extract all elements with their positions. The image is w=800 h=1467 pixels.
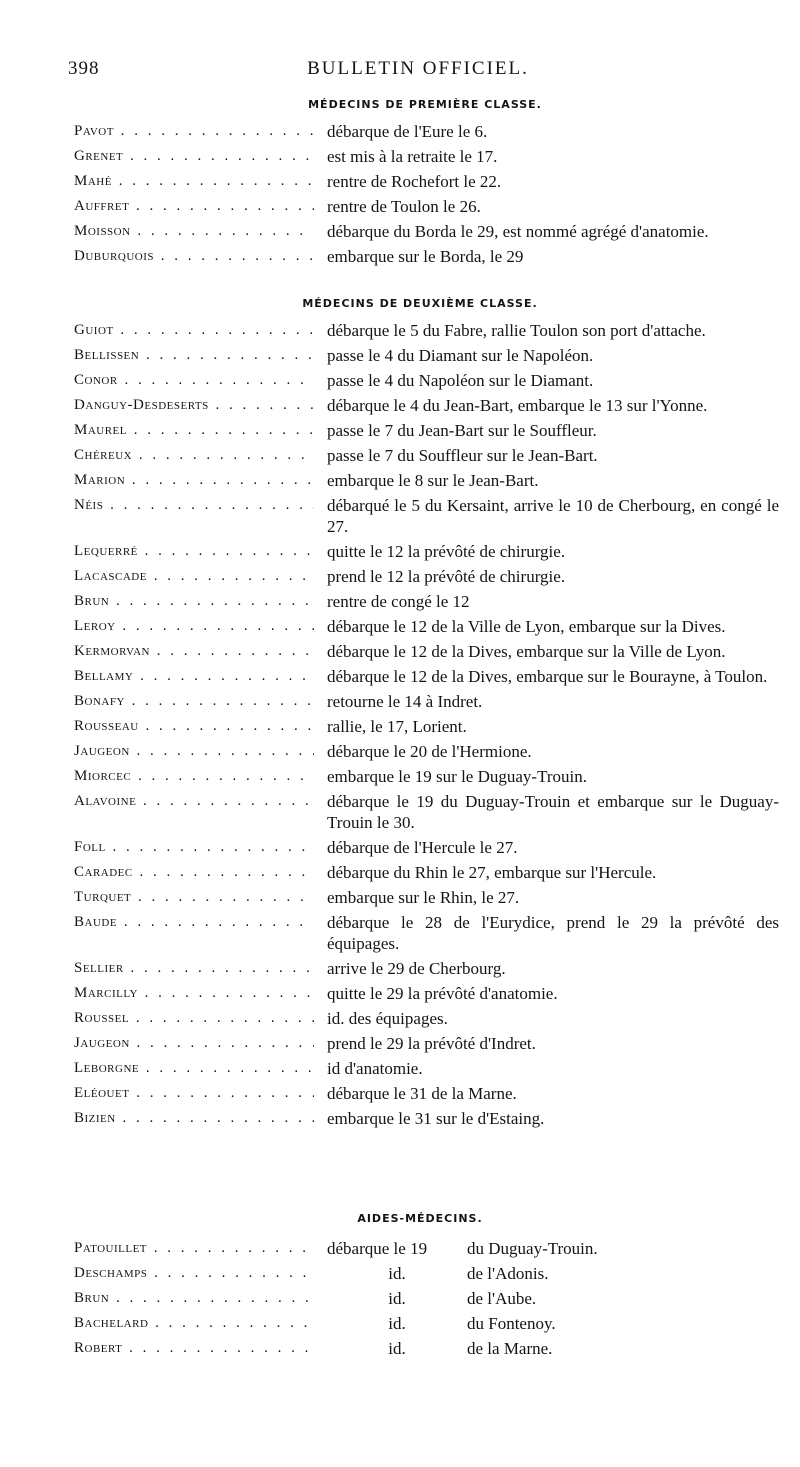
list-item — [74, 541, 779, 562]
entry-text: passe le 7 du Jean-Bart sur le Souffleur. — [327, 421, 597, 440]
list-item — [74, 495, 779, 537]
list-item — [74, 345, 779, 366]
list-item — [74, 616, 779, 637]
entry-name: Marcilly . . . — [74, 983, 314, 1004]
entry-name: Danguy-Desdeserts . . . — [74, 395, 314, 416]
entry-text: id. des équipages. — [327, 1009, 448, 1028]
list-item — [74, 445, 779, 466]
entry-text: embarque le 31 sur le d'Estaing. — [327, 1109, 545, 1128]
entry-text: débarque le 19 du Duguay-Trouin et embarque sur le Duguay-Trouin le 30. — [327, 792, 779, 832]
list-item — [74, 146, 779, 167]
list-item — [74, 716, 779, 737]
entry-name: Caradec . . . — [74, 862, 314, 883]
entry-action: id. — [388, 1314, 406, 1333]
entries-aides — [74, 1238, 779, 1363]
entry-text: débarque le 12 de la Dives, embarque sur le Bourayne, à Toulon. — [327, 667, 768, 686]
entry-name: Néis . . . — [74, 495, 314, 516]
entry-text: passe le 4 du Diamant sur le Napoléon. — [327, 346, 594, 365]
entry-name: Bellamy . . . — [74, 666, 314, 687]
entry-ship: du Fontenoy. — [467, 1314, 556, 1333]
list-item — [74, 1238, 779, 1259]
entry-action: id. — [388, 1289, 406, 1308]
entry-name: Sellier . . . — [74, 958, 314, 979]
list-item — [74, 1108, 779, 1129]
list-item — [74, 470, 779, 491]
list-item — [74, 666, 779, 687]
entry-text: débarque le 4 du Jean-Bart, embarque le 13 sur l'Yonne. — [327, 396, 708, 415]
entry-action: id. — [388, 1264, 406, 1283]
entry-name: Kermorvan . . . — [74, 641, 314, 662]
list-item — [74, 370, 779, 391]
list-item — [74, 246, 779, 267]
list-item — [74, 420, 779, 441]
entry-text: prend le 12 la prévôté de chirurgie. — [327, 567, 566, 586]
list-item — [74, 196, 779, 217]
entry-name: Auffret . . . — [74, 196, 314, 217]
list-item — [74, 641, 779, 662]
entry-name: Conor . . . — [74, 370, 314, 391]
entry-name: Robert . . . — [74, 1338, 314, 1359]
entry-name: Brun . . . — [74, 1288, 314, 1309]
entry-text: arrive le 29 de Cherbourg. — [327, 959, 506, 978]
entries-first-class — [74, 121, 779, 271]
entry-action: débarque le 19 — [327, 1239, 428, 1258]
entry-text: est mis à la retraite le 17. — [327, 147, 498, 166]
section-heading-second-class: MÉDECINS DE DEUXIÈME CLASSE. — [302, 297, 538, 310]
list-item — [74, 983, 779, 1004]
list-item — [74, 221, 779, 242]
entry-name: Patouillet . . . — [74, 1238, 314, 1259]
list-item — [74, 837, 779, 858]
list-item — [74, 1033, 779, 1054]
entry-name: Bonafy . . . — [74, 691, 314, 712]
entry-text: quitte le 29 la prévôté d'anatomie. — [327, 984, 558, 1003]
list-item — [74, 1313, 779, 1334]
entry-name: Marion . . . — [74, 470, 314, 491]
list-item — [74, 1058, 779, 1079]
list-item — [74, 320, 779, 341]
entry-name: Pavot . . . — [74, 121, 314, 142]
entry-name: Bachelard . . . — [74, 1313, 314, 1334]
list-item — [74, 1288, 779, 1309]
entry-text: prend le 29 la prévôté d'Indret. — [327, 1034, 536, 1053]
entry-name: Bellissen . . . — [74, 345, 314, 366]
entry-name: Duburquois . . . — [74, 246, 314, 267]
list-item — [74, 791, 779, 833]
list-item — [74, 1008, 779, 1029]
entries-second-class — [74, 320, 779, 1133]
entry-name: Moisson . . . — [74, 221, 314, 242]
entry-name: Eléouet . . . — [74, 1083, 314, 1104]
list-item — [74, 171, 779, 192]
entry-text: débarque du Rhin le 27, embarque sur l'Hercule. — [327, 863, 657, 882]
entry-name: Foll . . . — [74, 837, 314, 858]
list-item — [74, 1083, 779, 1104]
entry-name: Lequerré . . . — [74, 541, 314, 562]
section-heading-first-class: MÉDECINS DE PREMIÈRE CLASSE. — [308, 98, 542, 111]
entry-text: débarque le 12 de la Dives, embarque sur la Ville de Lyon. — [327, 642, 726, 661]
entry-text: débarqué le 5 du Kersaint, arrive le 10 de Cherbourg, en congé le 27. — [327, 496, 779, 536]
entry-ship: du Duguay-Trouin. — [467, 1239, 598, 1258]
entry-ship: de la Marne. — [467, 1339, 553, 1358]
list-item — [74, 395, 779, 416]
entry-text: embarque sur le Borda, le 29 — [327, 247, 524, 266]
list-item — [74, 741, 779, 762]
list-item — [74, 566, 779, 587]
entry-text: embarque sur le Rhin, le 27. — [327, 888, 520, 907]
entry-name: Jaugeon . . . — [74, 1033, 314, 1054]
entry-action: id. — [388, 1339, 406, 1358]
entry-text: retourne le 14 à Indret. — [327, 692, 483, 711]
list-item — [74, 591, 779, 612]
entry-name: Lacascade . . . — [74, 566, 314, 587]
entry-name: Chéreux . . . — [74, 445, 314, 466]
list-item — [74, 912, 779, 954]
entry-name: Jaugeon . . . — [74, 741, 314, 762]
entry-name: Baude . . . — [74, 912, 314, 933]
list-item — [74, 958, 779, 979]
page-number: 398 — [68, 58, 100, 79]
entry-name: Turquet . . . — [74, 887, 314, 908]
entry-text: rentre de Rochefort le 22. — [327, 172, 502, 191]
running-title: BULLETIN OFFICIEL. — [307, 58, 529, 79]
entry-name: Deschamps . . . — [74, 1263, 314, 1284]
section-heading-aides: AIDES-MÉDECINS. — [357, 1212, 483, 1225]
entry-text: rentre de congé le 12 — [327, 592, 470, 611]
entry-name: Rousseau . . . — [74, 716, 314, 737]
list-item — [74, 121, 779, 142]
entry-text: débarque le 12 de la Ville de Lyon, embarque sur la Dives. — [327, 617, 726, 636]
entry-text: id d'anatomie. — [327, 1059, 423, 1078]
entry-name: Brun . . . — [74, 591, 314, 612]
entry-name: Guiot . . . — [74, 320, 314, 341]
entry-ship: de l'Aube. — [467, 1289, 537, 1308]
entry-text: rallie, le 17, Lorient. — [327, 717, 467, 736]
entry-text: débarque le 5 du Fabre, rallie Toulon son port d'attache. — [327, 321, 706, 340]
entry-ship: de l'Adonis. — [467, 1264, 549, 1283]
entry-name: Mahé . . . — [74, 171, 314, 192]
entry-text: débarque du Borda le 29, est nommé agrégé d'anatomie. — [327, 222, 709, 241]
entry-name: Bizien . . . — [74, 1108, 314, 1129]
entry-text: embarque le 8 sur le Jean-Bart. — [327, 471, 539, 490]
entry-name: Miorcec . . . — [74, 766, 314, 787]
list-item — [74, 862, 779, 883]
entry-text: débarque de l'Hercule le 27. — [327, 838, 518, 857]
entry-text: débarque le 31 de la Marne. — [327, 1084, 517, 1103]
entry-text: débarque le 28 de l'Eurydice, prend le 29 la prévôté des équipages. — [327, 913, 779, 953]
entry-name: Alavoine . . . — [74, 791, 314, 812]
entry-text: quitte le 12 la prévôté de chirurgie. — [327, 542, 566, 561]
page-header — [68, 58, 768, 84]
entry-text: embarque le 19 sur le Duguay-Trouin. — [327, 767, 587, 786]
entry-name: Roussel . . . — [74, 1008, 314, 1029]
entry-text: passe le 7 du Souffleur sur le Jean-Bart. — [327, 446, 598, 465]
list-item — [74, 1263, 779, 1284]
list-item — [74, 1338, 779, 1359]
list-item — [74, 887, 779, 908]
list-item — [74, 691, 779, 712]
entry-text: débarque le 20 de l'Hermione. — [327, 742, 532, 761]
entry-text: débarque de l'Eure le 6. — [327, 122, 488, 141]
entry-text: passe le 4 du Napoléon sur le Diamant. — [327, 371, 594, 390]
entry-name: Leroy . . . — [74, 616, 314, 637]
entry-text: rentre de Toulon le 26. — [327, 197, 481, 216]
entry-name: Grenet . . . — [74, 146, 314, 167]
entry-name: Leborgne . . . — [74, 1058, 314, 1079]
list-item — [74, 766, 779, 787]
entry-name: Maurel . . . — [74, 420, 314, 441]
